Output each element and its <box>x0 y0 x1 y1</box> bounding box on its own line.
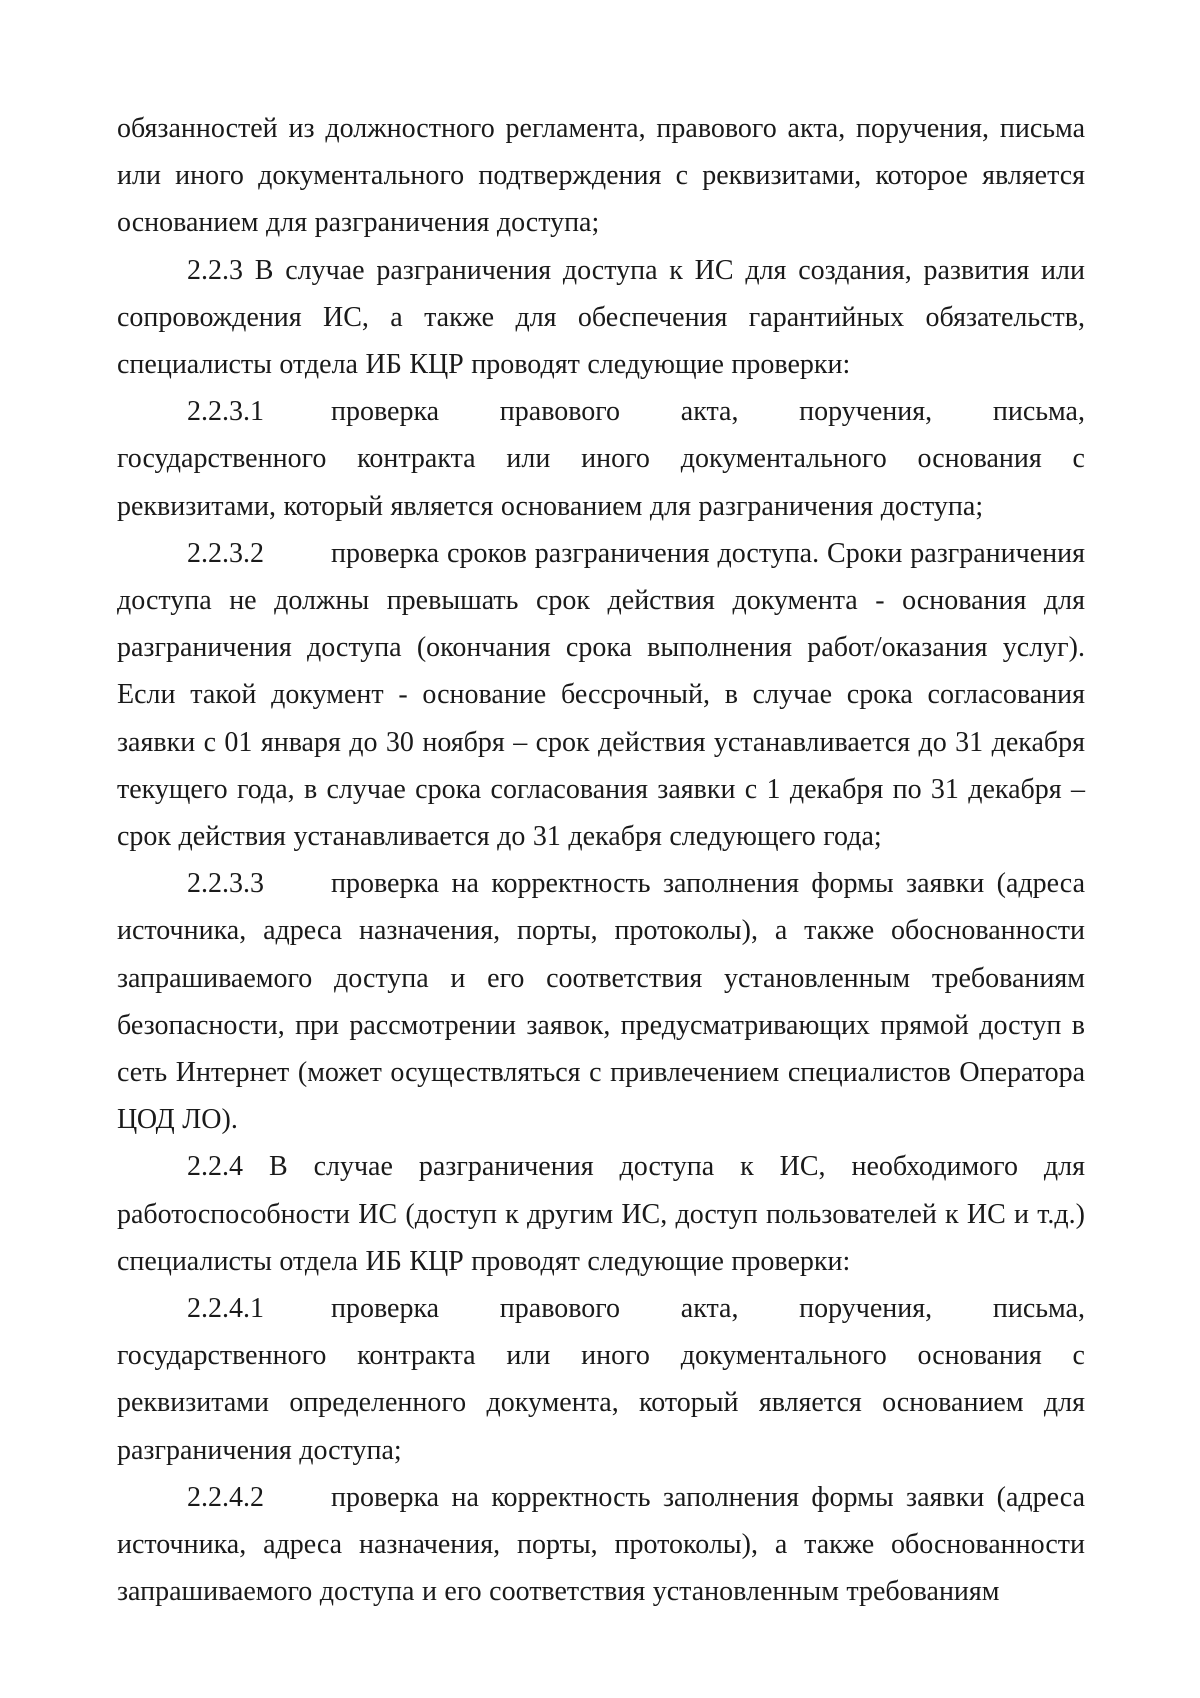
paragraph-text: проверка на корректность заполнения формы заявки (адреса источника, адреса назначения, порты, протоколы), а также обоснованности запрашиваемого доступа и его соответствия установленным требованиям безопасности, при рассмотрении заявок, предусматривающих прямой доступ в сеть Интернет (может осуществляться с привлечением специалистов Оператора ЦОД ЛО). <box>117 868 1085 1136</box>
paragraph-text: проверка правового акта, поручения, письма, государственного контракта или иного документального основания с реквизитами, который является основанием для разграничения доступа; <box>117 396 1085 522</box>
paragraph-text: обязанностей из должностного регламента, правового акта, поручения, письма или иного документального подтверждения с реквизитами, которое является основанием для разграничения доступа; <box>117 113 1085 239</box>
paragraph-text: проверка на корректность заполнения формы заявки (адреса источника, адреса назначения, порты, протоколы), а также обоснованности запрашиваемого доступа и его соответствия установленным требованиям <box>117 1481 1085 1608</box>
paragraph-2-2-4-2 <box>117 1474 1085 1616</box>
paragraph-text: 2.2.4 В случае разграничения доступа к ИС, необходимого для работоспособности ИС (доступ к другим ИС, доступ пользователей к ИС и т.д.) специалисты отдела ИБ КЦР проводят следующие проверки: <box>117 1151 1085 1277</box>
paragraph-text: проверка сроков разграничения доступа. Сроки разграничения доступа не должны превышать срок действия документа - основания для разграничения доступа (окончания срока выполнения работ/оказания услуг). Если такой документ - основание бессрочный, в случае срока согласования заявки с 01 января до 30 ноября – срок действия устанавливается до 31 декабря текущего года, в случае срока согласования заявки с 1 декабря по 31 декабря – срок действия устанавливается до 31 декабря следующего года; <box>117 537 1085 853</box>
item-number: 2.2.3.2 <box>187 537 264 569</box>
item-number: 2.2.4.1 <box>187 1293 264 1325</box>
paragraph-2-2-3-2 <box>117 530 1085 860</box>
paragraph-continuation <box>117 105 1085 247</box>
paragraph-2-2-4-1 <box>117 1285 1085 1474</box>
item-number: 2.2.3.3 <box>187 868 264 900</box>
paragraph-2-2-3-3 <box>117 860 1085 1143</box>
paragraph-2-2-4 <box>117 1143 1085 1285</box>
paragraph-text: 2.2.3 В случае разграничения доступа к ИС для создания, развития или сопровождения ИС, а также для обеспечения гарантийных обязательств, специалисты отдела ИБ КЦР проводят следующие проверки: <box>117 254 1085 381</box>
item-number: 2.2.3.1 <box>187 396 264 428</box>
item-number: 2.2.4.2 <box>187 1481 264 1513</box>
paragraph-text: проверка правового акта, поручения, письма, государственного контракта или иного документального основания с реквизитами определенного документа, который является основанием для разграничения доступа; <box>117 1293 1085 1466</box>
document-body <box>117 105 1085 1616</box>
paragraph-2-2-3-1 <box>117 388 1085 530</box>
paragraph-2-2-3 <box>117 247 1085 389</box>
